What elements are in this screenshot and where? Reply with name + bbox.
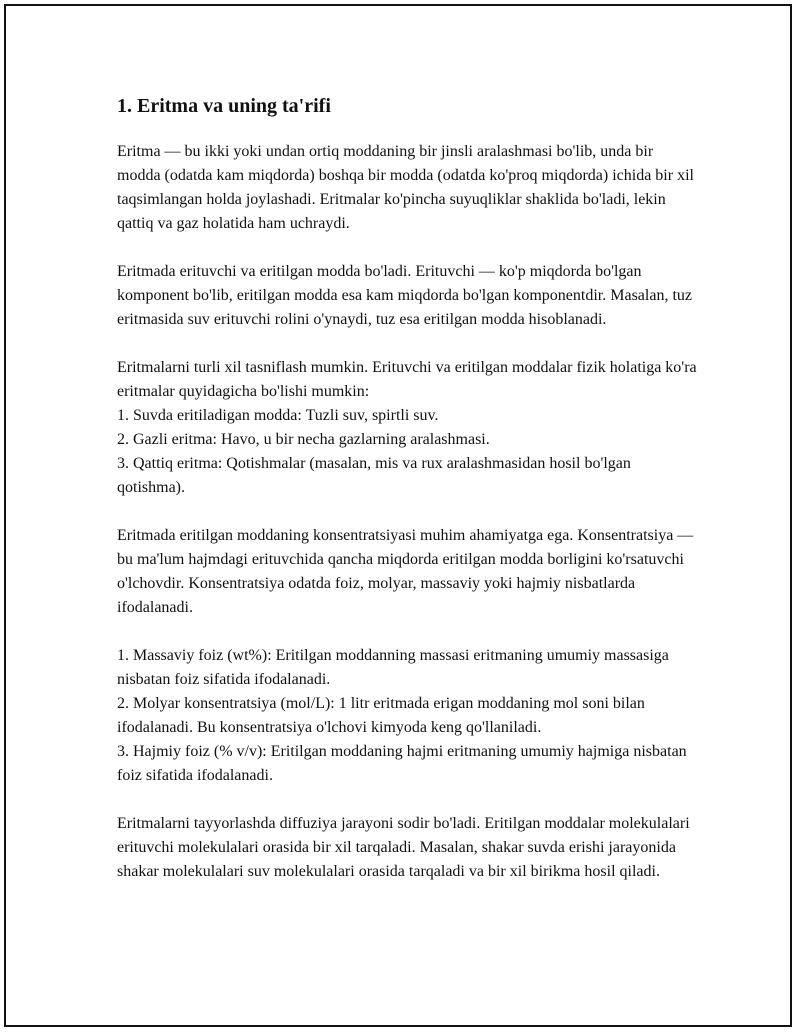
document-body xyxy=(117,92,697,908)
paragraph-concentration: Eritmada eritilgan moddaning konsentratsiyasi muhim ahamiyatga ega. Konsentratsiya — bu ma'lum hajmdagi erituvchida qancha miqdorda eritilgan modda borligini ko'rsatuvchi o'lchovdir. Konsentratsiya odatda foiz, molyar, massaviy yoki hajmiy nisbatlarda ifodalanadi. xyxy=(117,527,694,616)
section-heading: 1. Eritma va uning ta'rifi xyxy=(117,95,331,117)
paragraph-classification: Eritmalarni turli xil tasniflash mumkin. Erituvchi va eritilgan moddalar fizik holatiga ko'ra eritmalar quyidagicha bo'lishi mumkin: 1. Suvda eritiladigan modda: Tuzli suv, spirtli suv. 2. Gazli eritma: Havo, u bir necha gazlarning aralashmasi. 3. Qattiq eritma: Qotishmalar (masalan, mis va rux aralashmasidan hosil bo'lgan qotishma). xyxy=(117,359,697,496)
paragraph-definition: Eritma — bu ikki yoki undan ortiq moddaning bir jinsli aralashmasi bo'lib, unda bir modda (odatda kam miqdorda) boshqa bir modda (odatda ko'proq miqdorda) ichida bir xil taqsimlangan holda joylashadi. Eritmalar ko'pincha suyuqliklar shaklida bo'ladi, lekin qattiq va gaz holatida ham uchraydi. xyxy=(117,143,694,232)
paragraph-solvent-solute: Eritmada erituvchi va eritilgan modda bo'ladi. Erituvchi — ko'p miqdorda bo'lgan komponent bo'lib, eritilgan modda esa kam miqdorda bo'lgan komponentdir. Masalan, tuz eritmasida suv erituvchi rolini o'ynaydi, tuz esa eritilgan modda hisoblanadi. xyxy=(117,263,692,328)
paragraph-diffusion: Eritmalarni tayyorlashda diffuziya jarayoni sodir bo'ladi. Eritilgan moddalar molekulalari erituvchi molekulalari orasida bir xil tarqaladi. Masalan, shakar suvda erishi jarayonida shakar molekulalari suv molekulalari orasida tarqaladi va bir xil birikma hosil qiladi. xyxy=(117,815,690,880)
paragraph-concentration-types: 1. Massaviy foiz (wt%): Eritilgan moddanning massasi eritmaning umumiy massasiga nisbatan foiz sifatida ifodalanadi. 2. Molyar konsentratsiya (mol/L): 1 litr eritmada erigan moddaning mol soni bilan ifodalanadi. Bu konsentratsiya o'lchovi kimyoda keng qo'llaniladi. 3. Hajmiy foiz (% v/v): Eritilgan moddaning hajmi eritmaning umumiy hajmiga nisbatan foiz sifatida ifodalanadi. xyxy=(117,647,687,784)
